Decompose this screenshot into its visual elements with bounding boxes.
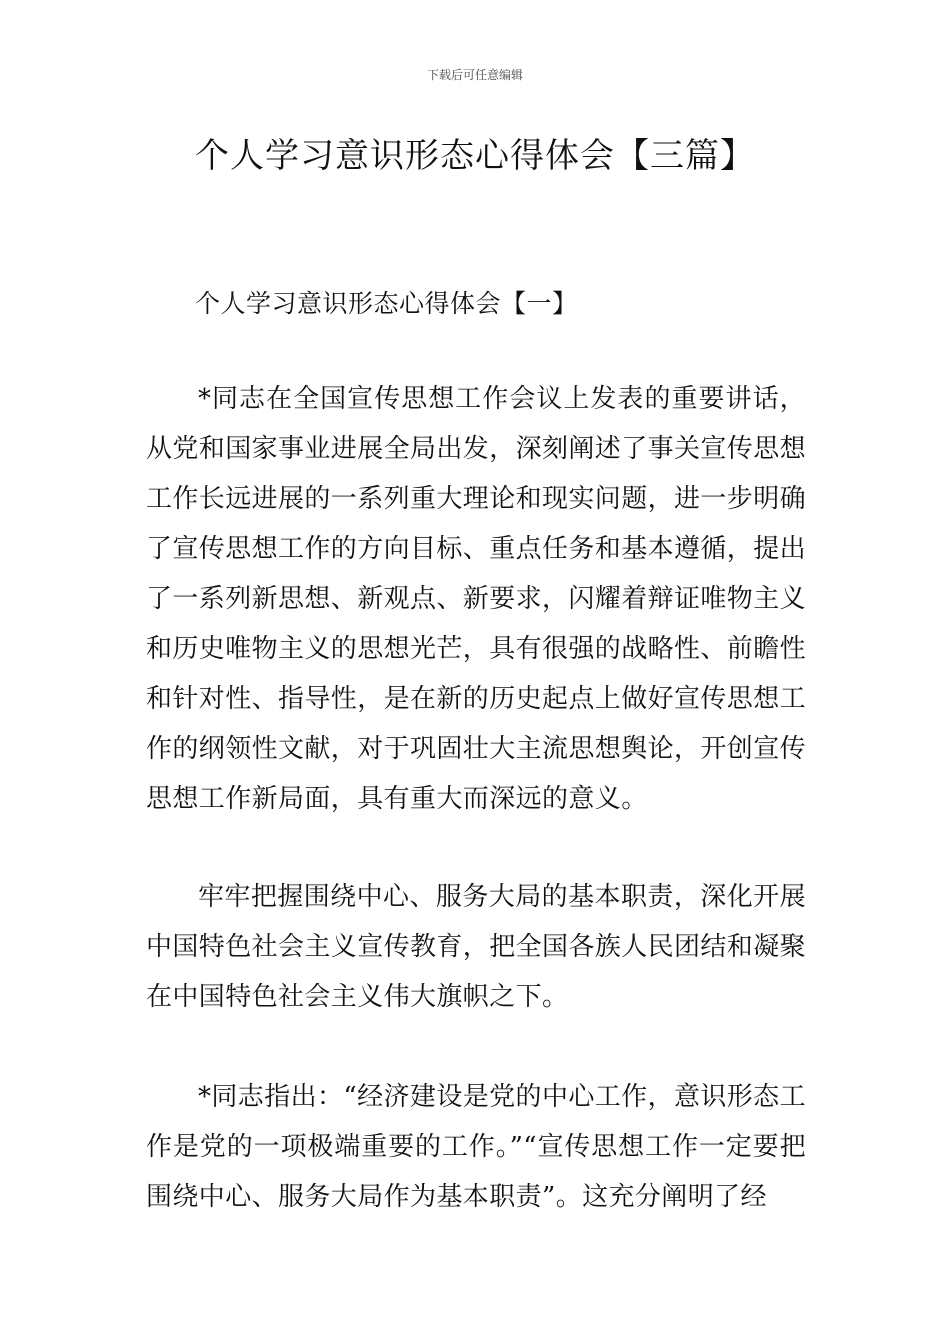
paragraph-2: 牢牢把握围绕中心、服务大局的基本职责，深化开展中国特色社会主义宣传教育，把全国各族人民团结和凝聚在中国特色社会主义伟大旗帜之下。 <box>146 882 807 1012</box>
header-note: 下载后可任意编辑 <box>426 68 523 82</box>
paragraph-1: *同志在全国宣传思想工作会议上发表的重要讲话，从党和国家事业进展全局出发，深刻阐述了事关宣传思想工作长远进展的一系列重大理论和现实问题，进一步明确了宣传思想工作的方向目标、重点任务和基本遵循，提出了一系列新思想、新观点、新要求，闪耀着辩证唯物主义和历史唯物主义的思想光芒，具有很强的战略性、前瞻性和针对性、指导性，是在新的历史起点上做好宣传思想工作的纲领性文献，对于巩固壮大主流思想舆论，开创宣传思想工作新局面，具有重大而深远的意义。 <box>146 384 807 814</box>
paragraph-3: *同志指出：“经济建设是党的中心工作，意识形态工作是党的一项极端重要的工作。”“宣传思想工作一定要把围绕中心、服务大局作为基本职责”。这充分阐明了经 <box>146 1082 806 1212</box>
section-heading: 个人学习意识形态心得体会【一】 <box>195 289 578 318</box>
document-title: 个人学习意识形态心得体会【三篇】 <box>195 136 755 176</box>
